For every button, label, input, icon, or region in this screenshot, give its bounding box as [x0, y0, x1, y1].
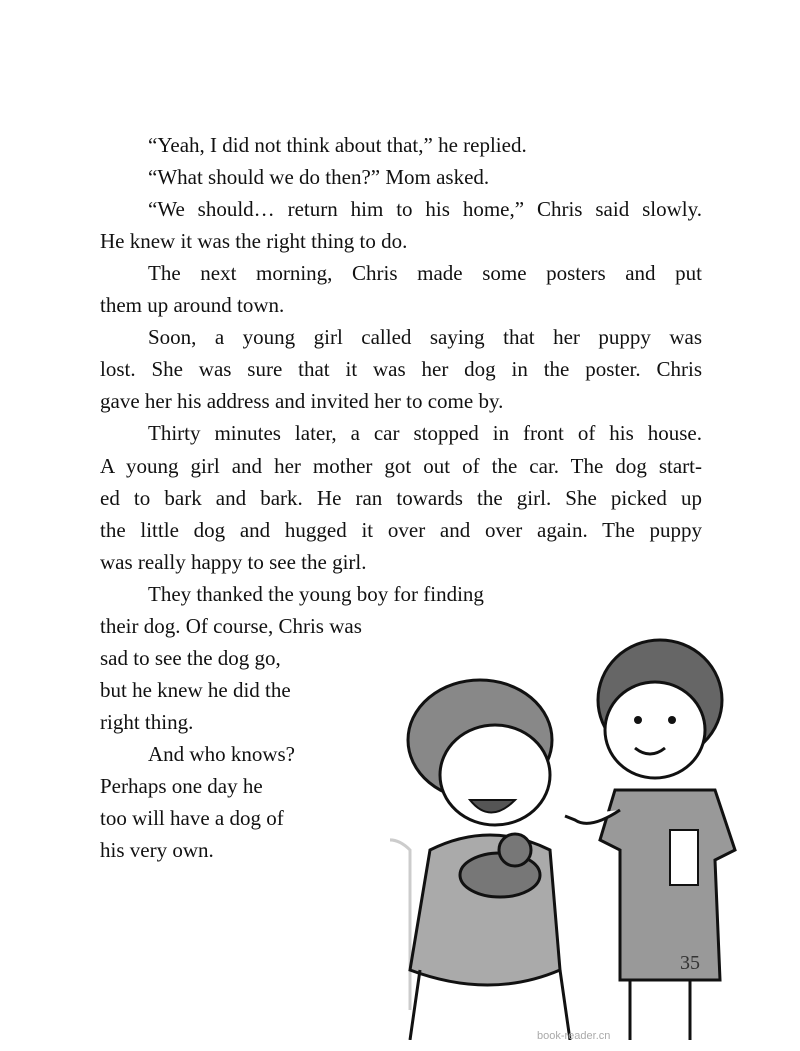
text-line: They thanked the young boy for finding — [148, 581, 484, 606]
text-line: “We should… return him to his home,” Chris said slowly. — [148, 197, 702, 222]
text-line: but he knew he did the — [100, 677, 291, 702]
text-line: ed to bark and bark. He ran towards the girl. She picked up — [100, 485, 702, 510]
watermark: book-reader.cn — [537, 1030, 611, 1042]
text-line: their dog. Of course, Chris was — [100, 613, 362, 638]
text-line: He knew it was the right thing to do. — [100, 229, 408, 254]
text-line: was really happy to see the girl. — [100, 549, 367, 574]
text-line: them up around town. — [100, 293, 285, 318]
text-line: The next morning, Chris made some posters and put — [148, 261, 702, 286]
text-line: too will have a dog of — [100, 806, 284, 831]
text-line: “What should we do then?” Mom asked. — [148, 165, 490, 190]
text-line: Soon, a young girl called saying that her puppy was — [148, 325, 702, 350]
text-line: Thirty minutes later, a car stopped in front of his house. — [148, 421, 702, 446]
text-line: his very own. — [100, 838, 214, 863]
text-line: Perhaps one day he — [100, 774, 263, 798]
girl — [408, 680, 570, 1040]
text-line: right thing. — [100, 709, 194, 734]
text-line: sad to see the dog go, — [100, 645, 281, 670]
text-line: the little dog and hugged it over and over again. The puppy — [100, 517, 702, 542]
illustration-girl-boy-puppy — [390, 600, 800, 1040]
boy — [565, 640, 735, 1040]
text-line: lost. She was sure that it was her dog in the poster. Chris — [100, 357, 702, 382]
text-line: gave her his address and invited her to come by. — [100, 389, 504, 414]
text-line: And who knows? — [148, 741, 295, 766]
page-number: 35 — [680, 952, 700, 974]
text-line: A young girl and her mother got out of the car. The dog start- — [100, 453, 702, 478]
fence — [390, 840, 410, 1010]
text-line: “Yeah, I did not think about that,” he replied. — [148, 133, 527, 157]
